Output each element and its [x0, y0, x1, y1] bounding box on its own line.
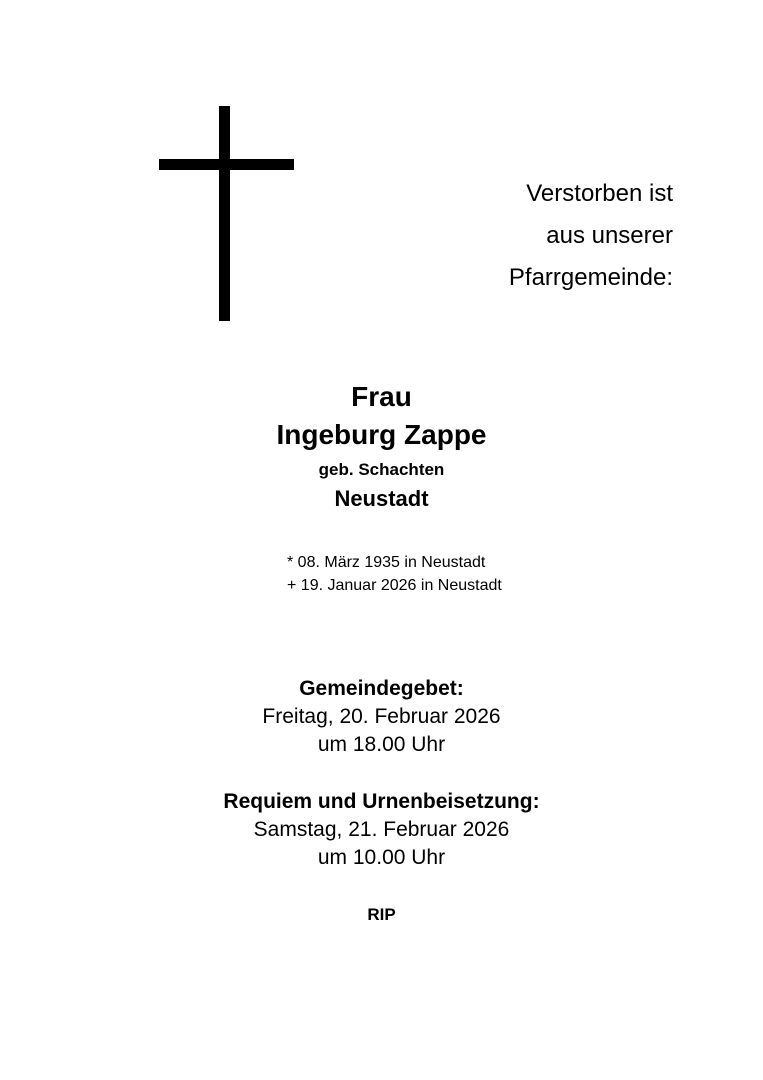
salutation: Frau: [351, 381, 412, 412]
event-requiem: [0, 788, 763, 872]
intro-line-3: Pfarrgemeinde:: [508, 264, 673, 291]
cross-vertical-beam: [219, 106, 230, 321]
event-date: Samstag, 21. Februar 2026: [253, 818, 510, 841]
life-dates: [287, 551, 502, 597]
event-time: um 18.00 Uhr: [317, 733, 446, 756]
birth-date: * 08. März 1935 in Neustadt: [287, 554, 486, 571]
intro-line-2: aus unserer: [546, 222, 673, 249]
deceased-name: Ingeburg Zappe: [276, 419, 487, 450]
death-date: + 19. Januar 2026 in Neustadt: [287, 577, 502, 594]
intro-text: [373, 173, 673, 299]
deceased-block: [0, 378, 763, 514]
event-prayer: [0, 675, 763, 759]
event-title: Requiem und Urnenbeisetzung:: [223, 790, 540, 813]
event-time: um 10.00 Uhr: [317, 846, 446, 869]
residence-place: Neustadt: [334, 486, 429, 511]
event-date: Freitag, 20. Februar 2026: [262, 705, 501, 728]
event-title: Gemeindegebet:: [299, 677, 464, 700]
maiden-name: geb. Schachten: [318, 460, 445, 479]
cross-horizontal-beam: [159, 159, 294, 170]
intro-line-1: Verstorben ist: [526, 180, 673, 207]
closing-rip: RIP: [367, 905, 396, 924]
